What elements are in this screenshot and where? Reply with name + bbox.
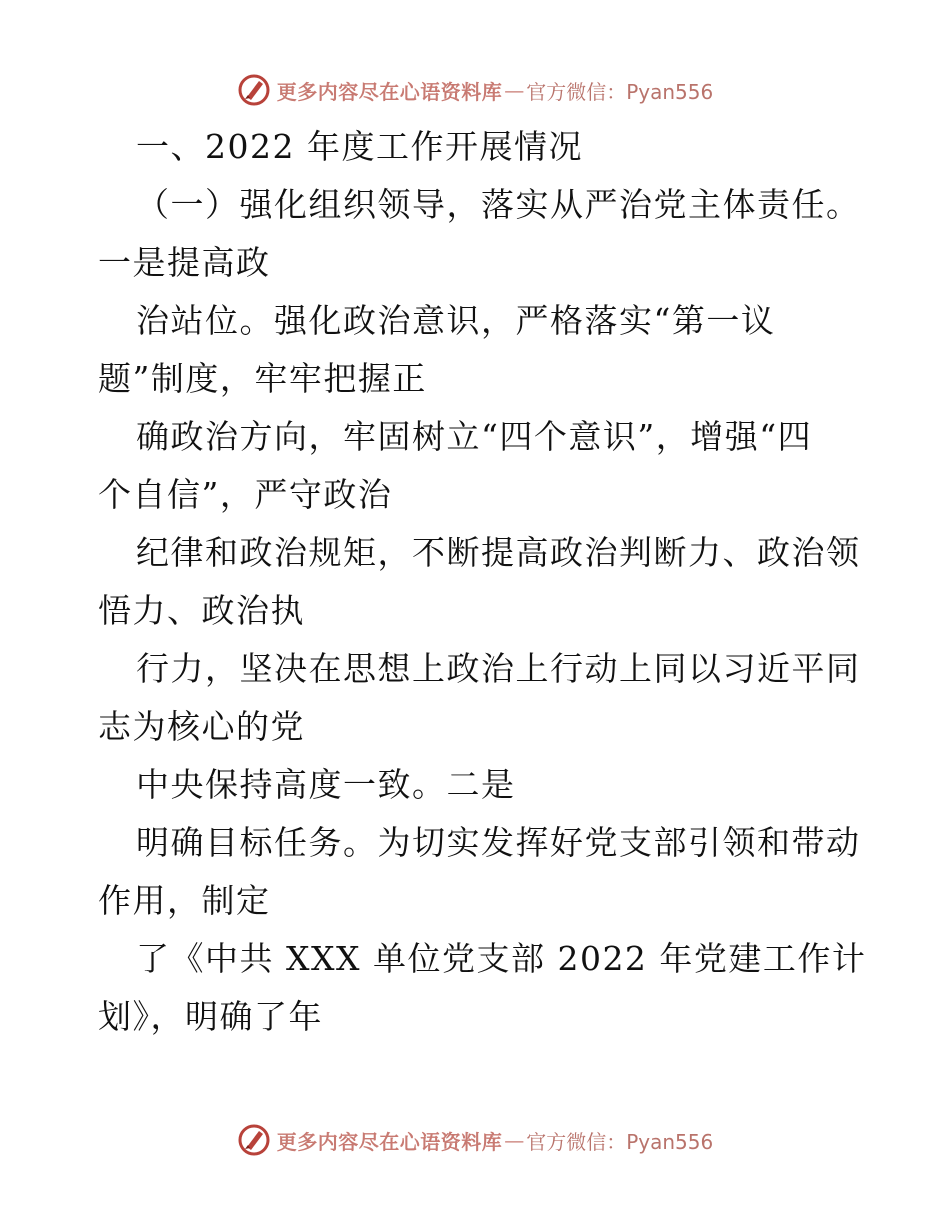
watermark-header <box>0 70 950 110</box>
body-line: （一）强化组织领导，落实从严治党主体责任。 <box>136 185 861 224</box>
body-line: 悟力、政治执 <box>98 591 305 630</box>
logo-icon <box>237 73 271 107</box>
body-line: 志为核心的党 <box>98 707 305 746</box>
body-line: 个自信”，严守政治 <box>98 475 393 514</box>
watermark-separator: — <box>504 78 525 102</box>
body-line: 治站位。强化政治意识，严格落实“第一议 <box>136 301 776 340</box>
body-line: 题”制度，牢牢把握正 <box>98 359 427 398</box>
body-line: 纪律和政治规矩，不断提高政治判断力、政治领 <box>136 533 861 572</box>
watermark-wechat: 官方微信：Pyan556 <box>526 79 714 104</box>
body-line: 行力，坚决在思想上政治上行动上同以习近平同 <box>136 649 861 688</box>
body-line: 一、2022 年度工作开展情况 <box>136 127 583 166</box>
body-line: 一是提高政 <box>98 243 271 282</box>
watermark-separator: — <box>504 1128 525 1152</box>
watermark-wechat: 官方微信：Pyan556 <box>526 1129 714 1154</box>
watermark-text: 更多内容尽在心语资料库 <box>276 79 503 104</box>
watermark-text: 更多内容尽在心语资料库 <box>276 1129 503 1154</box>
body-line: 明确目标任务。为切实发挥好党支部引领和带动 <box>136 823 861 862</box>
watermark-footer <box>0 1120 950 1160</box>
body-line: 中央保持高度一致。二是 <box>136 765 516 804</box>
body-line: 作用，制定 <box>98 881 271 920</box>
body-line: 确政治方向，牢固树立“四个意识”，增强“四 <box>136 417 813 456</box>
logo-icon <box>237 1123 271 1157</box>
body-line: 了《中共 XXX 单位党支部 2022 年党建工作计 <box>136 939 867 978</box>
body-line: 划》，明确了年 <box>98 997 323 1036</box>
document-body <box>98 118 867 1046</box>
